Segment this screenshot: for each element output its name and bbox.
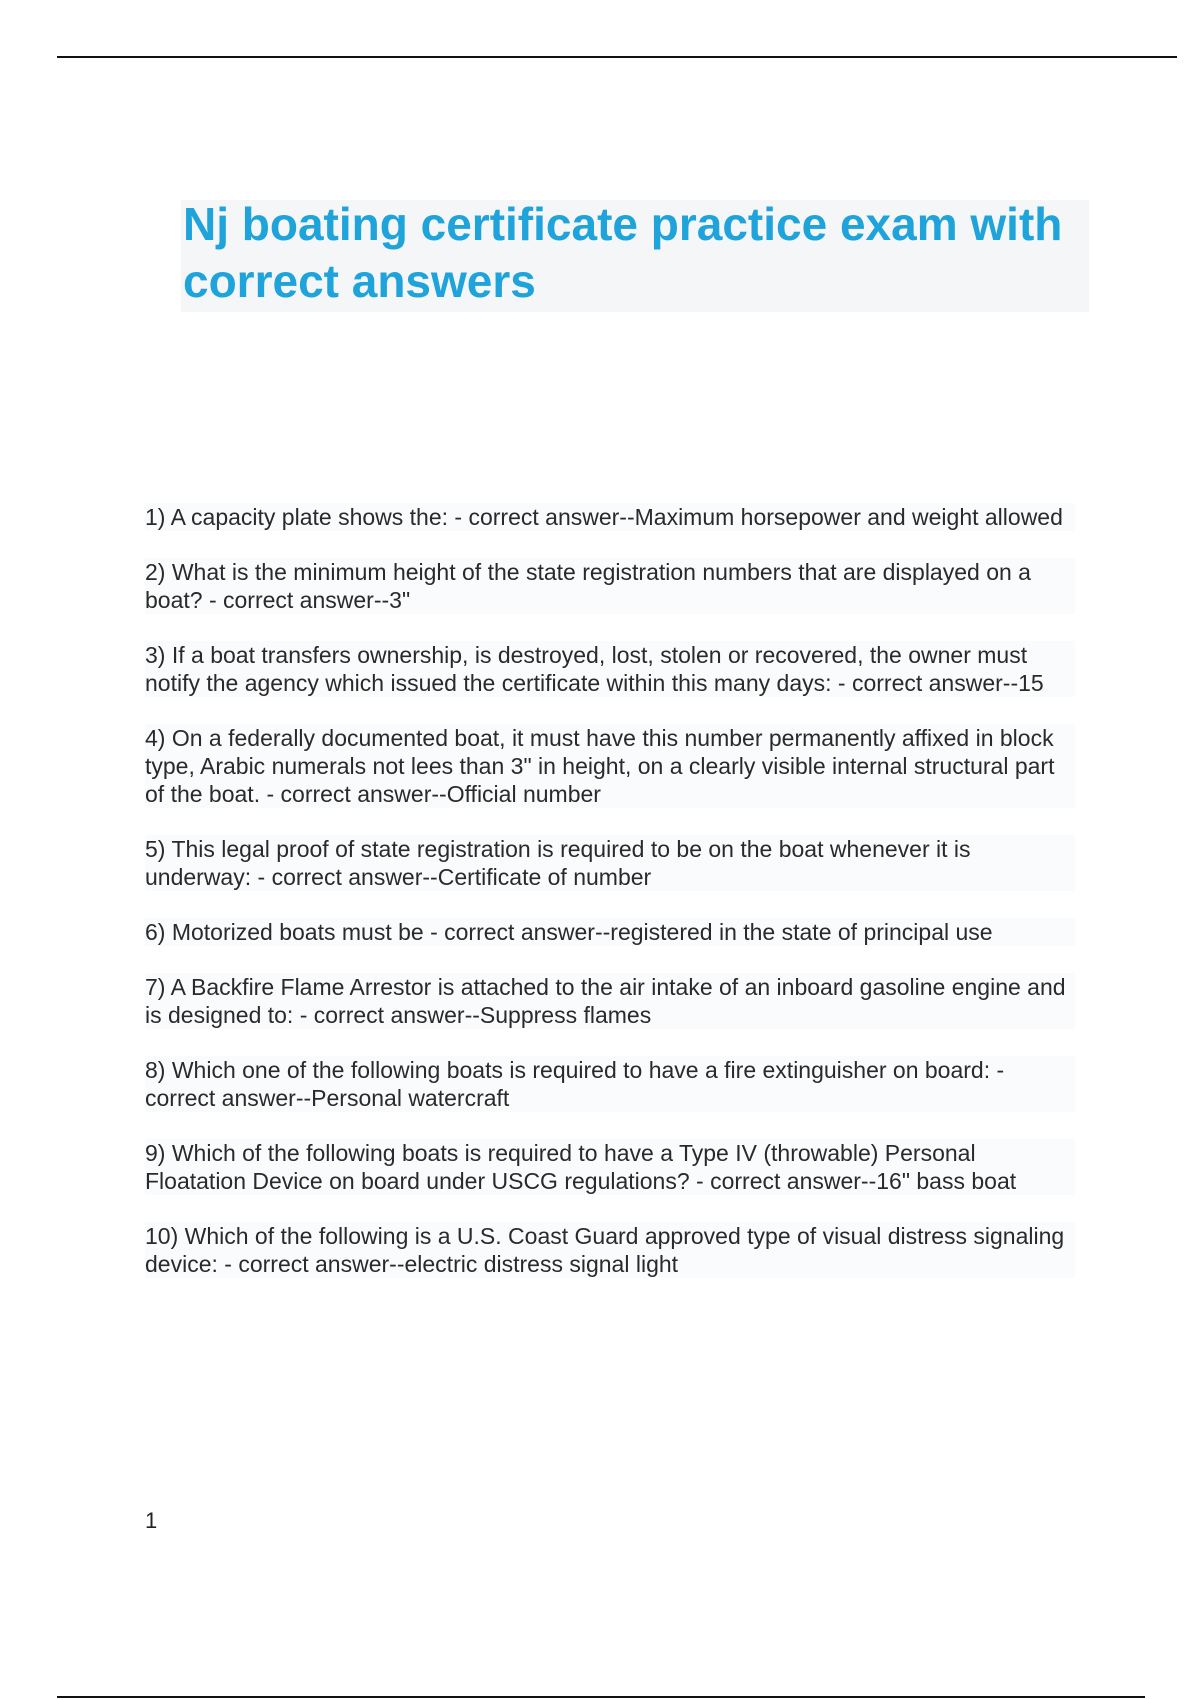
question-item <box>145 558 1075 614</box>
top-rule <box>57 56 1177 58</box>
answer-text: 16" bass boat <box>876 1168 1017 1194</box>
document-title: Nj boating certificate practice exam with correct answers <box>183 198 1063 307</box>
question-text: On a federally documented boat, it must have this number permanently affixed in block type, Arabic numerals not lees than 3" in height, on a clearly visible internal structural part of the boat. - <box>145 725 1055 807</box>
bottom-rule <box>57 1696 1145 1698</box>
question-list <box>145 503 1075 1305</box>
question-text: If a boat transfers ownership, is destroyed, lost, stolen or recovered, the owner must notify the agency which issued the certificate within this many days: - <box>145 642 1028 696</box>
question-item <box>145 641 1075 697</box>
question-item <box>145 503 1075 531</box>
question-number: 7) <box>145 974 166 1000</box>
answer-text: 3" <box>389 587 411 613</box>
answer-text: Suppress flames <box>479 1002 652 1028</box>
answer-prefix: correct answer-- <box>271 864 438 890</box>
answer-prefix: correct answer-- <box>238 1251 405 1277</box>
question-text: Which of the following boats is required to have a Type IV (throwable) Personal Floatation Device on board under USCG regulations? - <box>145 1140 976 1194</box>
question-item <box>145 1056 1075 1112</box>
question-text: What is the minimum height of the state registration numbers that are displayed on a boat? - <box>145 559 1031 613</box>
question-text: Which of the following is a U.S. Coast Guard approved type of visual distress signaling device: - <box>145 1223 1065 1277</box>
question-item <box>145 724 1075 808</box>
answer-prefix: correct answer-- <box>223 587 390 613</box>
question-item <box>145 835 1075 891</box>
question-item <box>145 1222 1075 1278</box>
question-item <box>145 973 1075 1029</box>
question-number: 3) <box>145 642 166 668</box>
question-number: 1) <box>145 504 166 530</box>
question-number: 10) <box>145 1223 179 1249</box>
question-text: Motorized boats must be - <box>171 919 438 945</box>
question-number: 5) <box>145 836 166 862</box>
answer-text: Personal watercraft <box>311 1085 510 1111</box>
question-number: 4) <box>145 725 166 751</box>
question-number: 6) <box>145 919 166 945</box>
page-number: 1 <box>145 1508 158 1533</box>
question-item <box>145 1139 1075 1195</box>
answer-text: 15 <box>1018 670 1044 696</box>
question-text: A Backfire Flame Arrestor is attached to the air intake of an inboard gasoline engine and is designed to: - <box>145 974 1066 1028</box>
answer-prefix: correct answer-- <box>444 919 611 945</box>
question-item <box>145 918 1075 946</box>
answer-prefix: correct answer-- <box>710 1168 877 1194</box>
answer-text: Certificate of number <box>437 864 652 890</box>
question-text: This legal proof of state registration is required to be on the boat whenever it is underway: - <box>145 836 971 890</box>
question-text: A capacity plate shows the: - <box>170 504 463 530</box>
answer-prefix: correct answer-- <box>851 670 1019 696</box>
answer-text: Official number <box>446 781 601 807</box>
answer-prefix: correct answer-- <box>468 504 635 530</box>
question-number: 8) <box>145 1057 166 1083</box>
answer-text: registered in the state of principal use <box>610 919 993 945</box>
answer-text: Maximum horsepower and weight allowed <box>634 504 1063 530</box>
question-number: 2) <box>145 559 166 585</box>
answer-prefix: correct answer-- <box>313 1002 480 1028</box>
answer-text: electric distress signal light <box>404 1251 679 1277</box>
question-number: 9) <box>145 1140 166 1166</box>
answer-prefix: correct answer-- <box>280 781 447 807</box>
answer-prefix: correct answer-- <box>145 1085 312 1111</box>
question-text: Which one of the following boats is required to have a fire extinguisher on board: - <box>171 1057 1005 1083</box>
